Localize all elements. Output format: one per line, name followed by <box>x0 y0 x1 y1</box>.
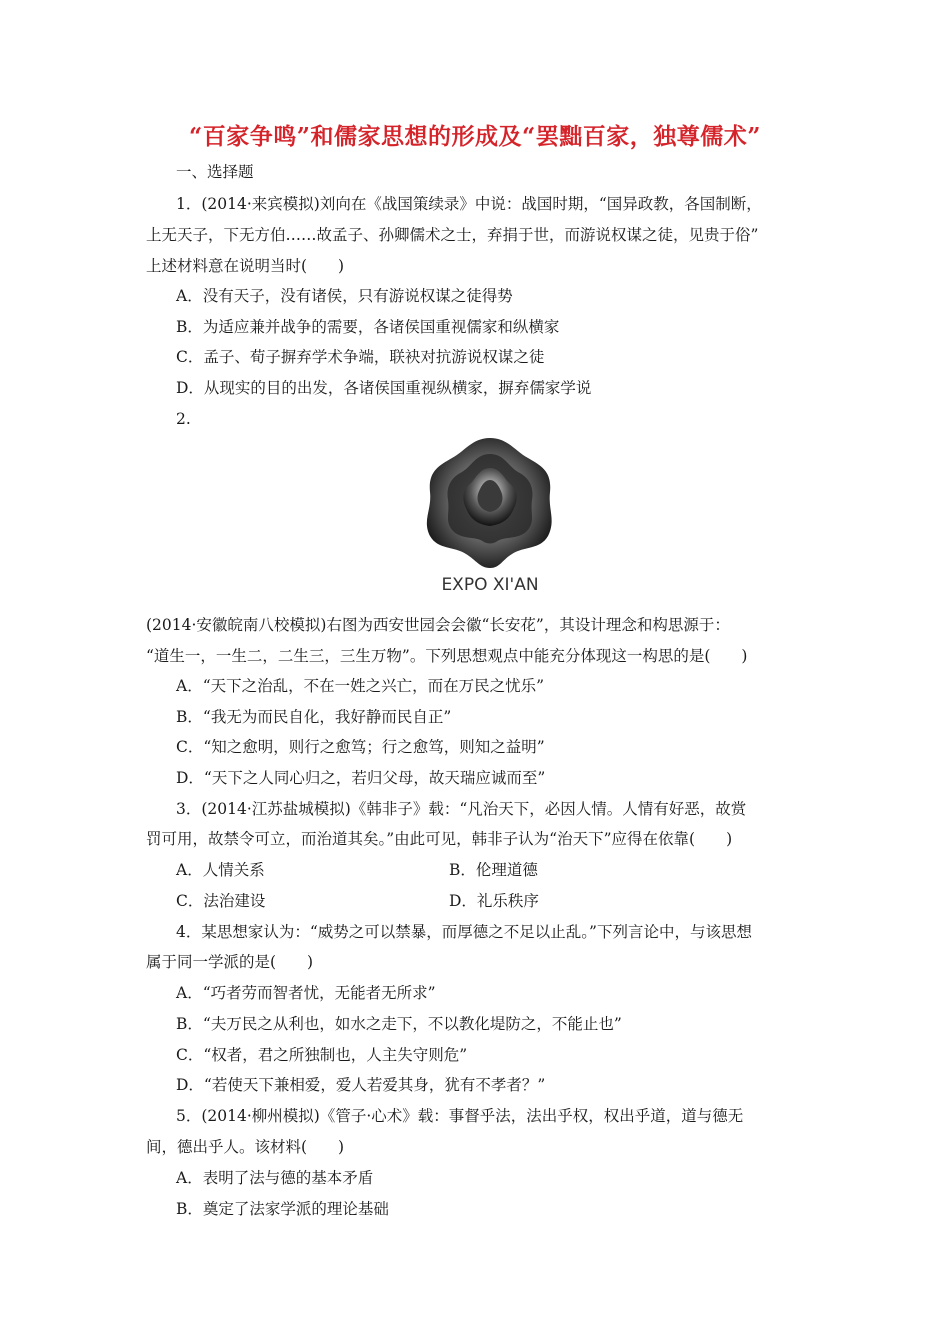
q5-stem-line-2: 间，德出乎人。该材料( ) <box>146 1138 345 1156</box>
q3-option-b: B．伦理道德 <box>449 861 538 879</box>
q5-option-b: B．奠定了法家学派的理论基础 <box>176 1200 389 1218</box>
q1-option-b: B．为适应兼并战争的需要，各诸侯国重视儒家和纵横家 <box>176 318 560 336</box>
q4-option-c: C．“权者，君之所独制也，人主失守则危” <box>176 1046 468 1064</box>
q4-stem-line-2: 属于同一学派的是( ) <box>146 953 314 971</box>
q3-stem-line-2: 罚可用，故禁令可立，而治道其矣。”由此可见，韩非子认为“治天下”应得在依靠( ) <box>146 830 733 848</box>
q2-stem-line-2: “道生一，一生二，二生三，三生万物”。下列思想观点中能充分体现这一构思的是( ) <box>146 647 748 665</box>
q1-stem-line-1: 1．(2014·来宾模拟)刘向在《战国策续录》中说：战国时期，“国异政教，各国制断， <box>176 195 762 213</box>
logo-text: EXPO XI'AN <box>441 575 539 595</box>
q5-option-a: A．表明了法与德的基本矛盾 <box>176 1169 374 1187</box>
q2-option-a: A．“天下之治乱，不在一姓之兴亡，而在万民之忧乐” <box>176 677 545 695</box>
q2-option-b: B．“我无为而民自化，我好静而民自正” <box>176 708 452 726</box>
q4-option-a: A．“巧者劳而智者忧，无能者无所求” <box>176 984 436 1002</box>
q4-option-d: D．“若使天下兼相爱，爱人若爱其身，犹有不孝者？” <box>176 1076 546 1094</box>
q1-stem-line-2: 上无天子，下无方伯……故孟子、孙卿儒术之士，弃捐于世，而游说权谋之徒，见贵于俗” <box>146 226 759 244</box>
q1-option-a: A．没有天子，没有诸侯，只有游说权谋之徒得势 <box>176 287 513 305</box>
section-heading: 一、选择题 <box>176 163 254 181</box>
q2-option-c: C．“知之愈明，则行之愈笃；行之愈笃，则知之益明” <box>176 738 545 756</box>
q4-stem-line-1: 4．某思想家认为：“威势之可以禁暴，而厚德之不足以止乱。”下列言论中，与该思想 <box>176 923 752 941</box>
q5-stem-line-1: 5．(2014·柳州模拟)《管子·心术》载：事督乎法，法出乎权，权出乎道，道与德无 <box>176 1107 744 1125</box>
document-title: “百家争鸣”和儒家思想的形成及“罢黜百家，独尊儒术” <box>189 123 761 150</box>
q2-number: 2. <box>176 410 191 428</box>
changan-flower-logo <box>420 432 560 602</box>
q1-option-c: C．孟子、荀子摒弃学术争端，联袂对抗游说权谋之徒 <box>176 348 545 366</box>
q4-option-b: B．“夫万民之从利也，如水之走下，不以教化堤防之，不能止也” <box>176 1015 622 1033</box>
q1-stem-line-3: 上述材料意在说明当时( ) <box>146 257 345 275</box>
changan-flower-icon <box>420 432 560 602</box>
q3-option-d: D．礼乐秩序 <box>449 892 539 910</box>
q2-stem-line-1: (2014·安徽皖南八校模拟)右图为西安世园会会徽“长安花”，其设计理念和构思源于： <box>146 616 730 634</box>
q3-option-a: A．人情关系 <box>176 861 265 879</box>
q3-stem-line-1: 3．(2014·江苏盐城模拟)《韩非子》载：“凡治天下，必因人情。人情有好恶，故赏 <box>176 800 747 818</box>
q2-option-d: D．“天下之人同心归之，若归父母，故天瑞应诚而至” <box>176 769 546 787</box>
q1-option-d: D．从现实的目的出发，各诸侯国重视纵横家，摒弃儒家学说 <box>176 379 592 397</box>
q3-option-c: C．法治建设 <box>176 892 266 910</box>
